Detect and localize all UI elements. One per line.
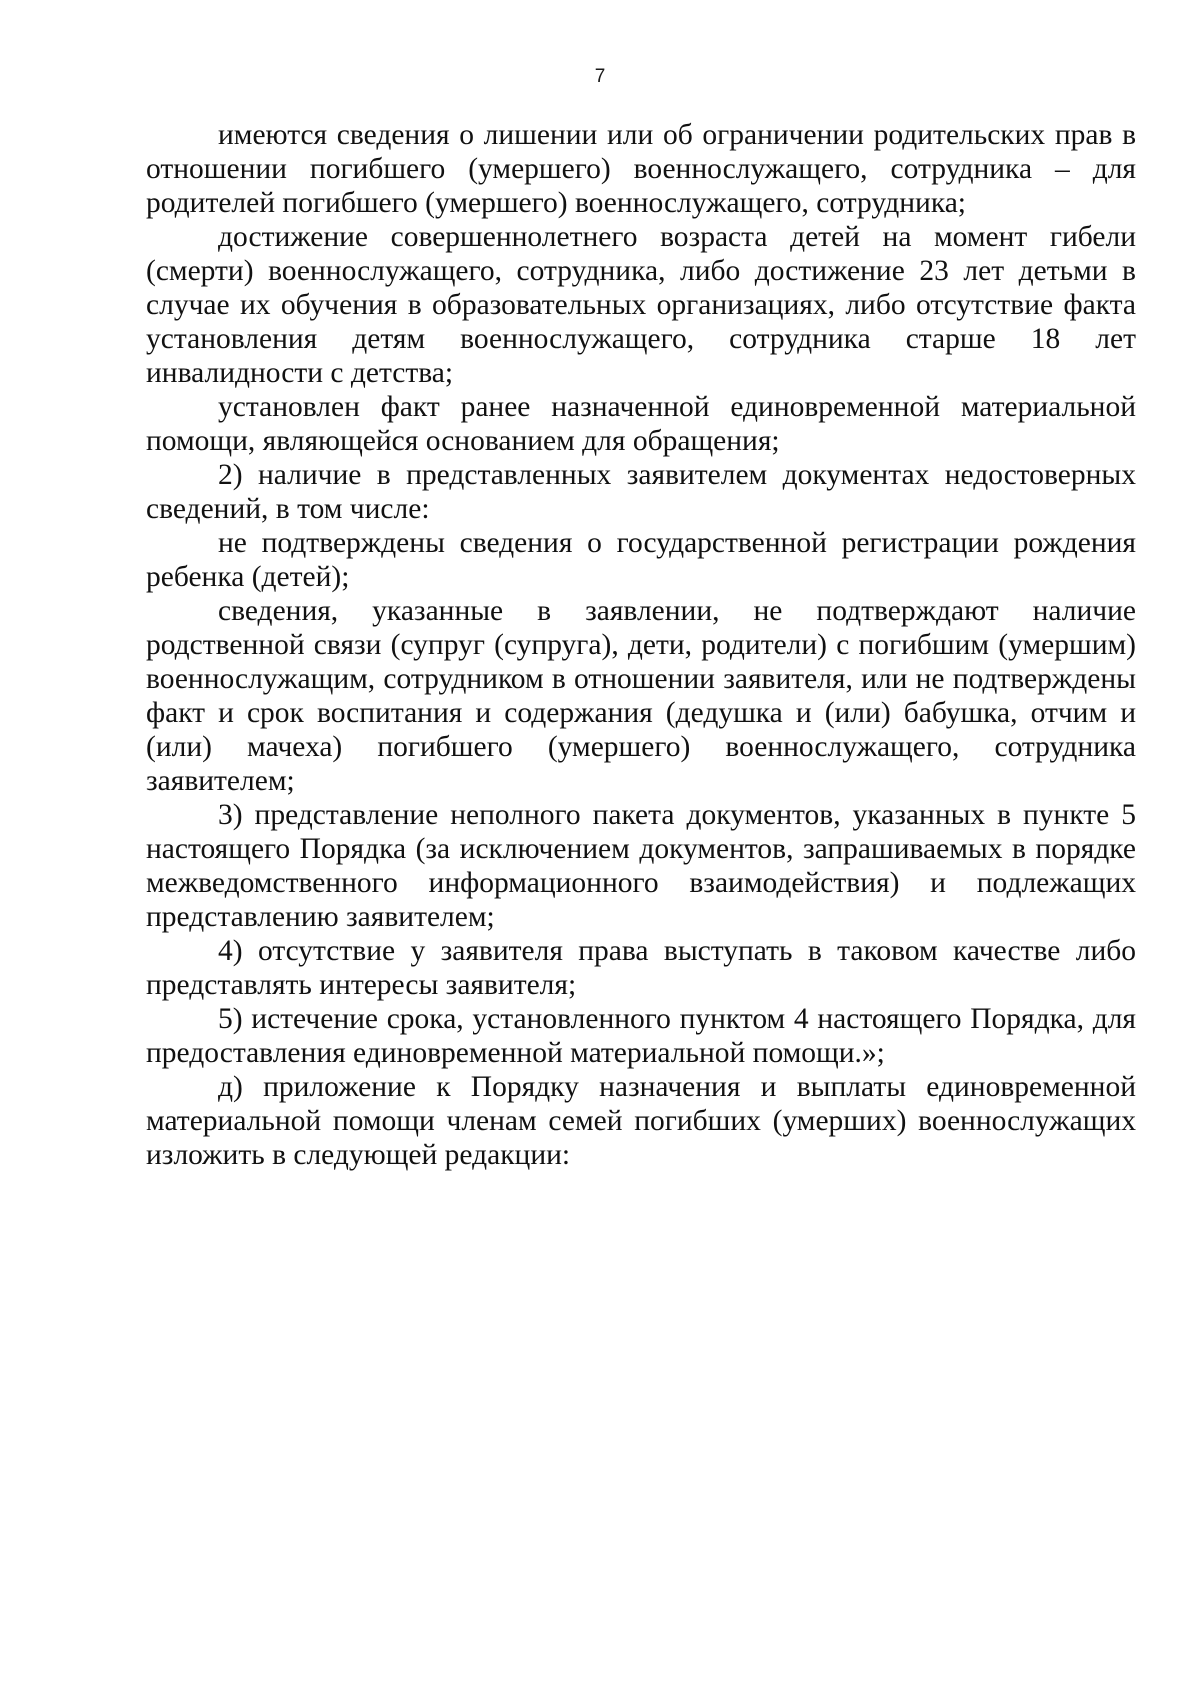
page-number: 7 bbox=[594, 66, 606, 87]
paragraph-item-3: 3) представление неполного пакета документов, указанных в пункте 5 настоящего Порядка (за исключением документов, запрашиваемых в порядке межведомственного информационного взаимодействия) и подлежащих представлению заявителем; bbox=[146, 799, 1136, 933]
paragraph-prior-assistance: установлен факт ранее назначенной единовременной материальной помощи, являющейся основанием для обращения; bbox=[146, 391, 1136, 457]
paragraph-item-d: д) приложение к Порядку назначения и выплаты единовременной материальной помощи членам семей погибших (умерших) военнослужащих изложить в следующей редакции: bbox=[146, 1071, 1136, 1171]
paragraph-age-of-majority: достижение совершеннолетнего возраста детей на момент гибели (смерти) военнослужащего, сотрудника, либо достижение 23 лет детьми в случае их обучения в образовательных организациях, либо отсутствие факта установления детям военнослужащего, сотрудника старше 18 лет инвалидности с детства; bbox=[146, 221, 1136, 389]
document-body bbox=[146, 118, 1136, 1172]
paragraph-item-4: 4) отсутствие у заявителя права выступать в таковом качестве либо представлять интересы заявителя; bbox=[146, 935, 1136, 1001]
paragraph-item-2: 2) наличие в представленных заявителем документах недостоверных сведений, в том числе: bbox=[146, 459, 1136, 525]
paragraph-item-5: 5) истечение срока, установленного пунктом 4 настоящего Порядка, для предоставления единовременной материальной помощи.»; bbox=[146, 1003, 1136, 1069]
paragraph-parental-rights: имеются сведения о лишении или об ограничении родительских прав в отношении погибшего (умершего) военнослужащего, сотрудника – для родителей погибшего (умершего) военнослужащего, сотрудника; bbox=[146, 119, 1136, 219]
paragraph-birth-registration: не подтверждены сведения о государственной регистрации рождения ребенка (детей); bbox=[146, 527, 1136, 593]
paragraph-kinship: сведения, указанные в заявлении, не подтверждают наличие родственной связи (супруг (супруга), дети, родители) с погибшим (умершим) военнослужащим, сотрудником в отношении заявителя, или не подтверждены факт и срок воспитания и содержания (дедушка и (или) бабушка, отчим и (или) мачеха) погибшего (умершего) военнослужащего, сотрудника заявителем; bbox=[146, 595, 1136, 797]
